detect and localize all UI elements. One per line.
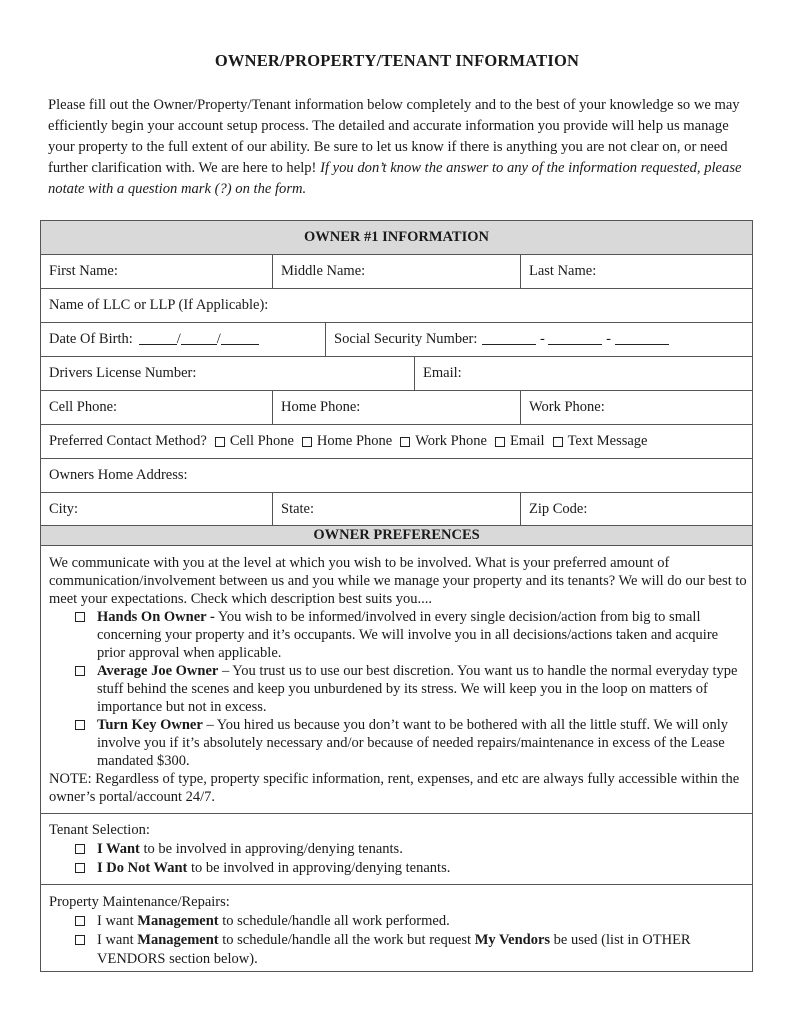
tenant-selection-content (49, 821, 749, 878)
maintenance-option-bold-vendors: My Vendors (474, 932, 551, 948)
contact-option-work-phone[interactable] (400, 433, 487, 450)
intro-paragraph (48, 95, 748, 200)
address-field[interactable] (41, 459, 752, 492)
maintenance-label: Property Maintenance/Repairs: (49, 894, 230, 910)
last-name-label: Last Name: (529, 263, 597, 279)
preferences-note: NOTE: Regardless of type, property specific information, rent, expenses, and etc are always fully accessible within the owner’s portal/account 24/7. (49, 771, 740, 805)
maintenance-block (41, 885, 752, 971)
pref-option-desc: You wish to be informed/involved in every single decision/action from big to small concerning your property and it’s occupants. We will involve you in all decisions/actions taken and acquire prior approval when applicable. (97, 609, 719, 661)
checkbox[interactable] (75, 935, 85, 945)
tenant-option-title: I Want (97, 841, 140, 857)
contact-option-label: Text Message (567, 433, 648, 449)
city-label: City: (49, 500, 79, 517)
checkbox[interactable] (75, 720, 85, 730)
maintenance-option-bold: Management (137, 913, 219, 929)
checkbox[interactable] (75, 863, 85, 873)
maintenance-option-prefix: I want (97, 913, 138, 929)
contact-option-label: Work Phone (415, 433, 487, 449)
cell-phone-field[interactable] (41, 391, 272, 424)
work-phone-label: Work Phone: (529, 399, 605, 415)
license-email-row (41, 357, 752, 391)
name-row (41, 255, 752, 289)
tenant-option-want[interactable] (49, 840, 749, 859)
middle-name-field[interactable] (272, 255, 520, 288)
tenant-selection-block (41, 814, 752, 885)
intro-text: Please fill out the Owner/Property/Tenant information below completely and to the best of your knowledge so we may efficiently begin your account setup process. The detailed and accurate information you provide will help us manage your property to the full extent of our ability. Be sure to let us know if there is anything you are not clear on, or need further clarification with. We are here to help! (48, 97, 740, 176)
preferences-header: OWNER PREFERENCES (41, 526, 752, 546)
maintenance-option-desc: to schedule/handle all the work but request (218, 932, 475, 948)
maintenance-option-management[interactable] (49, 912, 749, 931)
dob-field[interactable] (41, 323, 325, 356)
llc-row (41, 289, 752, 323)
ssn-label: Social Security Number: (334, 331, 478, 347)
ssn-blanks: - - (482, 331, 668, 348)
pref-option-average-joe[interactable] (49, 662, 749, 716)
state-field[interactable] (272, 493, 520, 525)
cell-phone-label: Cell Phone: (49, 399, 118, 415)
contact-option-label: Cell Phone (229, 433, 294, 449)
pref-option-hands-on[interactable] (49, 608, 749, 662)
checkbox[interactable] (75, 666, 85, 676)
tenant-selection-label: Tenant Selection: (49, 822, 150, 838)
checkbox[interactable] (400, 437, 410, 447)
contact-method-label: Preferred Contact Method? (49, 433, 207, 449)
work-phone-field[interactable] (520, 391, 752, 424)
maintenance-content (49, 893, 749, 969)
tenant-option-title: I Do Not Want (97, 860, 188, 876)
owner-form (40, 220, 753, 972)
maintenance-option-bold: Management (137, 932, 219, 948)
contact-option-text-message[interactable] (553, 433, 648, 450)
home-phone-label: Home Phone: (281, 399, 361, 415)
email-label: Email: (423, 365, 462, 381)
checkbox[interactable] (553, 437, 563, 447)
city-field[interactable] (41, 493, 272, 525)
checkbox[interactable] (75, 612, 85, 622)
contact-method-field (41, 425, 752, 458)
license-field[interactable] (41, 357, 414, 390)
contact-option-label: Email (509, 433, 545, 449)
llc-field[interactable] (41, 289, 752, 322)
city-state-zip-row (41, 493, 752, 526)
pref-option-turn-key[interactable] (49, 716, 749, 770)
email-field[interactable] (414, 357, 752, 390)
dob-blanks: / / (139, 331, 259, 348)
dob-ssn-row (41, 323, 752, 357)
contact-option-email[interactable] (495, 433, 545, 450)
dob-label: Date Of Birth: (49, 331, 133, 347)
middle-name-label: Middle Name: (281, 263, 366, 279)
contact-option-cell-phone[interactable] (215, 433, 294, 450)
pref-option-desc: – You trust us to use our best discretion. You want us to handle the normal everyday type stuff behind the scenes and keep you unburdened by its stress. We will keep you in the loop on matters of importance but not in excess. (97, 663, 738, 715)
maintenance-option-my-vendors[interactable] (49, 931, 749, 969)
checkbox[interactable] (75, 916, 85, 926)
contact-method-row (41, 425, 752, 459)
maintenance-option-desc-2: be used (list in OTHER VENDORS section below). (97, 932, 691, 967)
preferences-block (41, 546, 752, 814)
home-phone-field[interactable] (272, 391, 520, 424)
pref-option-title: Turn Key Owner (97, 717, 203, 733)
zip-label: Zip Code: (529, 500, 588, 517)
intro-italic-note: If you don’t know the answer to any of the information requested, please notate with a question mark (?) on the form. (48, 160, 742, 197)
pref-option-title: Average Joe Owner (97, 663, 219, 679)
license-label: Drivers License Number: (49, 365, 197, 381)
last-name-field[interactable] (520, 255, 752, 288)
zip-field[interactable] (520, 493, 752, 525)
tenant-option-desc: to be involved in approving/denying tenants. (139, 841, 403, 857)
ssn-field[interactable] (325, 323, 752, 356)
checkbox[interactable] (75, 844, 85, 854)
checkbox[interactable] (495, 437, 505, 447)
checkbox[interactable] (302, 437, 312, 447)
state-label: State: (281, 500, 315, 517)
contact-option-home-phone[interactable] (302, 433, 392, 450)
first-name-label: First Name: (49, 263, 118, 279)
pref-option-desc: – You hired us because you don’t want to be bothered with all the little stuff. We will only involve you if it’s absolutely necessary and/or because of needed repairs/maintenance in excess of the Lease mandated $300. (97, 717, 729, 769)
tenant-option-do-not-want[interactable] (49, 859, 749, 878)
preferences-content (49, 554, 749, 806)
first-name-field[interactable] (41, 255, 272, 288)
maintenance-option-desc: to schedule/handle all work performed. (218, 913, 450, 929)
llc-label: Name of LLC or LLP (If Applicable): (49, 297, 269, 313)
phone-row (41, 391, 752, 425)
maintenance-option-prefix: I want (97, 932, 138, 948)
pref-option-title: Hands On Owner - (97, 609, 215, 625)
preferences-intro: We communicate with you at the level at which you wish to be involved. What is your preferred amount of communication/involvement between us and you while we manage your property and its tenants? We will do our best to meet your expectations. Check which description best suits you.... (49, 555, 747, 607)
contact-option-label: Home Phone (316, 433, 393, 449)
address-row (41, 459, 752, 493)
checkbox[interactable] (215, 437, 225, 447)
tenant-option-desc: to be involved in approving/denying tenants. (187, 860, 451, 876)
owner-section-header: OWNER #1 INFORMATION (41, 221, 752, 255)
address-label: Owners Home Address: (49, 467, 188, 483)
page-title: OWNER/PROPERTY/TENANT INFORMATION (214, 51, 580, 70)
